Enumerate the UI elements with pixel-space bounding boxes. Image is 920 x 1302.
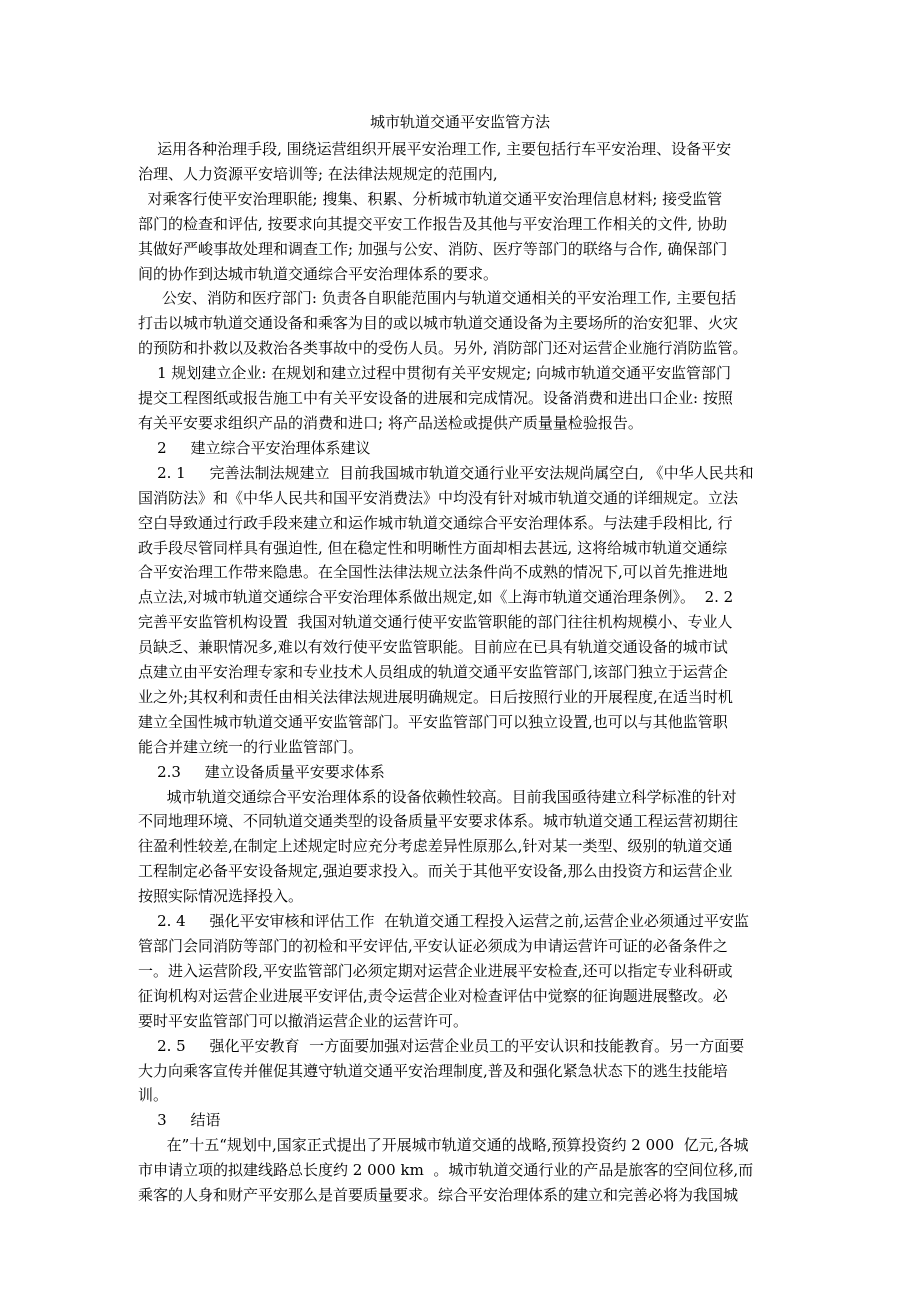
text-line: 治理、人力资源平安培训等; 在法律法规规定的范围内, [138,164,498,183]
text-line: 2 建立综合平安治理体系建议 [138,438,371,457]
text-line: 间的协作到达城市轨道交通综合平安治理体系的要求。 [138,264,499,283]
text-line: 员缺乏、兼职情况多,难以有效行使平安监管职能。目前应在已具有轨道交通设备的城市试 [138,638,728,657]
text-line: 征询机构对运营企业进展平安评估,责令运营企业对检查评估中觉察的征询题进展整改。必 [138,986,728,1005]
text-line: 公安、消防和医疗部门: 负责各自职能范围内与轨道交通相关的平安治理工作, 主要包括 [138,289,737,308]
text-line: 在”十五“规划中,国家正式提出了开展城市轨道交通的战略,预算投资约 2 000 亿元,各城 [138,1136,749,1155]
text-line: 的预防和扑救以及救治各类事故中的受伤人员。另外, 消防部门还对运营企业施行消防监管。 [138,339,748,358]
text-line: 2. 4 强化平安审核和评估工作 在轨道交通工程投入运营之前,运营企业必须通过平安监 [138,912,749,931]
paragraph [138,461,786,760]
text-line: 3 结语 [138,1111,221,1130]
text-line: 打击以城市轨道交通设备和乘客为目的或以城市轨道交通设备为主要场所的治安犯罪、火灾 [138,314,739,333]
text-line: 有关平安要求组织产品的消费和进口; 将产品送检或提供产质量量检验报告。 [138,413,643,432]
text-line: 国消防法》和《中华人民共和国平安消费法》中均没有针对城市轨道交通的详细规定。立法 [138,488,739,507]
paragraph [138,760,786,785]
text-line: 其做好严峻事故处理和调查工作; 加强与公安、消防、医疗等部门的联络与合作, 确保部门 [138,239,728,258]
paragraph [138,785,786,910]
text-line: 城市轨道交通综合平安治理体系的设备依赖性较高。目前我国亟待建立科学标准的针对 [138,787,737,806]
text-line: 点建立由平安治理专家和专业技术人员组成的轨道交通平安监管部门,该部门独立于运营企 [138,663,728,682]
document-body [138,137,786,1208]
text-line: 乘客的人身和财产平安那么是首要质量要求。综合平安治理体系的建立和完善必将为我国城 [138,1186,739,1205]
text-line: 空白导致通过行政手段来建立和运作城市轨道交通综合平安治理体系。与法建手段相比, 行 [138,513,733,532]
text-line: 运用各种治理手段, 围绕运营组织开展平安治理工作, 主要包括行车平安治理、设备平安 [138,140,732,158]
text-line: 提交工程图纸或报告施工中有关平安设备的进展和完成情况。设备消费和进出口企业: 按照 [138,389,733,408]
text-line: 工程制定必备平安设备规定,强迫要求投入。而关于其他平安设备,那么由投资方和运营企业 [138,862,733,881]
text-line: 2.3 建立设备质量平安要求体系 [138,762,385,781]
paragraph [138,1108,786,1133]
paragraph [138,137,786,187]
text-line: 训。 [138,1086,169,1105]
text-line: 完善平安监管机构设置 我国对轨道交通行使平安监管职能的部门往往机构规模小、专业人 [138,613,733,632]
document-title: 城市轨道交通平安监管方法 [369,113,550,131]
text-line: 2. 1 完善法制法规建立 目前我国城市轨道交通行业平安法规尚属空白, 《中华人民共和 [138,463,754,482]
text-line: 管部门会同消防等部门的初检和平安评估,平安认证必须成为申请运营许可证的必备条件之 [138,937,728,955]
text-line: 部门的检查和评估, 按要求向其提交平安工作报告及其他与平安治理工作相关的文件, 协助 [138,214,728,233]
text-line: 市申请立项的拟建线路总长度约 2 000 km 。城市轨道交通行业的产品是旅客的空间位移,而 [138,1161,754,1180]
text-line: 不同地理环境、不同轨道交通类型的设备质量平安要求体系。城市轨道交通工程运营初期往 [138,812,739,831]
text-line: 1 规划建立企业: 在规划和建立过程中贯彻有关平安规定; 向城市轨道交通平安监管部门 [138,364,732,383]
paragraph [138,436,786,461]
text-line: 建立全国性城市轨道交通平安监管部门。平安监管部门可以独立设置,也可以与其他监管职 [138,712,728,731]
paragraph [138,361,786,436]
text-line: 按照实际情况选择投入。 [138,887,304,906]
text-line: 政手段尽管同样具有强迫性, 但在稳定性和明晰性方面却相去甚远, 这将给城市轨道交通综 [138,538,728,557]
text-line: 点立法,对城市轨道交通综合平安治理体系做出规定,如《上海市轨道交通治理条例》。 2. 2 [138,588,734,607]
text-line: 一。进入运营阶段,平安监管部门必须定期对运营企业进展平安检查,还可以指定专业科研或 [138,961,733,980]
paragraph [138,1034,786,1109]
paragraph [138,187,786,287]
text-line: 合平安治理工作带来隐患。在全国性法律法规立法条件尚不成熟的情况下,可以首先推进地 [138,563,728,582]
text-line: 业之外;其权利和责任由相关法律法规进展明确规定。日后按照行业的开展程度,在适当时机 [138,687,733,706]
text-line: 要时平安监管部门可以撤消运营企业的运营许可。 [138,1011,469,1030]
text-line: 对乘客行使平安治理职能; 搜集、积累、分析城市轨道交通平安治理信息材料; 接受监管 [138,189,723,208]
text-line: 2. 5 强化平安教育 一方面要加强对运营企业员工的平安认识和技能教育。另一方面要 [138,1036,745,1055]
paragraph [138,1133,786,1208]
paragraph [138,909,786,1034]
text-line: 往盈利性较差,在制定上述规定时应充分考虑差异性原那么,针对某一类型、级别的轨道交通 [138,837,733,856]
paragraph [138,286,786,361]
text-line: 大力向乘客宣传并催促其遵守轨道交通平安治理制度,普及和强化紧急状态下的逃生技能培 [138,1061,728,1080]
text-line: 能合并建立统一的行业监管部门。 [138,737,364,756]
